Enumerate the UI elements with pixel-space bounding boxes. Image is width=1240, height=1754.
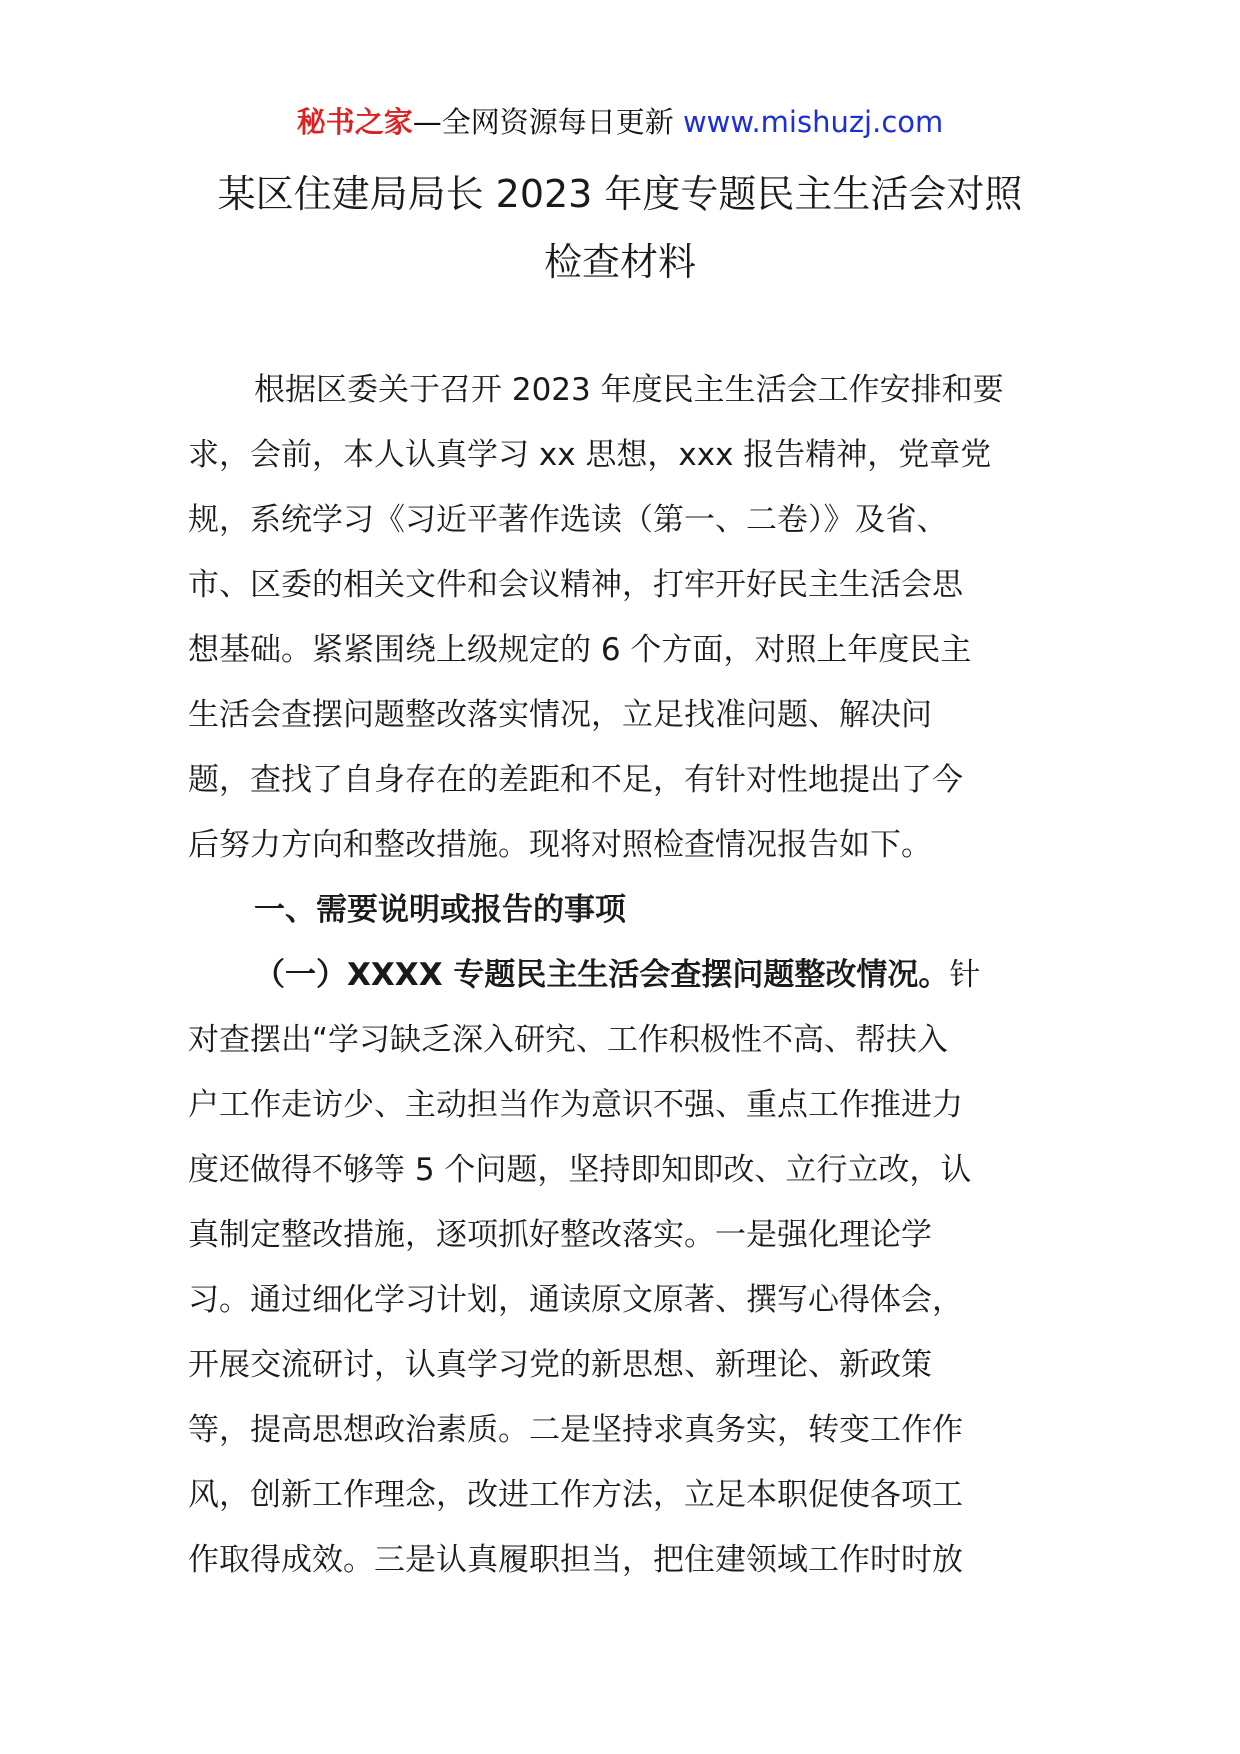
subsection-line: 等，提高思想政治素质。二是坚持求真务实，转变工作作: [188, 1412, 963, 1448]
intro-line: 想基础。紧紧围绕上级规定的 6 个方面，对照上年度民主: [188, 632, 972, 668]
subsection-heading-line: [188, 943, 1068, 1008]
banner-tagline: —全网资源每日更新: [412, 105, 683, 139]
subsection-line: 开展交流研讨，认真学习党的新思想、新理论、新政策: [188, 1347, 932, 1383]
intro-line: 生活会查摆问题整改落实情况，立足找准问题、解决问: [188, 697, 932, 733]
intro-line: 求，会前，本人认真学习 xx 思想，xxx 报告精神，党章党: [188, 437, 992, 473]
subsection-heading-tail: 针: [949, 957, 981, 993]
subsection-line: 户工作走访少、主动担当作为意识不强、重点工作推进力: [188, 1087, 963, 1123]
document-body: [188, 358, 1068, 1593]
subsection-line: 度还做得不够等 5 个问题，坚持即知即改、立行立改，认: [188, 1152, 972, 1188]
site-banner: [0, 100, 1240, 144]
intro-line: 题，查找了自身存在的差距和不足，有针对性地提出了今: [188, 762, 963, 798]
subsection-line: 对查摆出“学习缺乏深入研究、工作积极性不高、帮扶入: [188, 1022, 949, 1058]
intro-line: 市、区委的相关文件和会议精神，打牢开好民主生活会思: [188, 567, 963, 603]
intro-line: 根据区委关于召开 2023 年度民主生活会工作安排和要: [254, 372, 1004, 408]
subsection-line: 真制定整改措施，逐项抓好整改落实。一是强化理论学: [188, 1217, 932, 1253]
subsection-heading: （一）XXXX 专题民主生活会查摆问题整改情况。: [254, 957, 950, 993]
document-title: [120, 160, 1120, 296]
section-heading: 一、需要说明或报告的事项: [254, 892, 626, 928]
banner-brand: 秘书之家: [296, 105, 413, 139]
intro-line: 后努力方向和整改措施。现将对照检查情况报告如下。: [188, 827, 932, 863]
subsection-line: 习。通过细化学习计划，通读原文原著、撰写心得体会，: [188, 1282, 963, 1318]
subsection-line: 作取得成效。三是认真履职担当，把住建领域工作时时放: [188, 1542, 963, 1578]
subsection-line: 风，创新工作理念，改进工作方法，立足本职促使各项工: [188, 1477, 963, 1513]
title-line-1: 某区住建局局长 2023 年度专题民主生活会对照: [217, 172, 1023, 216]
title-line-2: 检查材料: [543, 240, 696, 284]
intro-line: 规，系统学习《习近平著作选读（第一、二卷）》及省、: [188, 502, 948, 538]
banner-url[interactable]: www.mishuzj.com: [682, 105, 944, 139]
